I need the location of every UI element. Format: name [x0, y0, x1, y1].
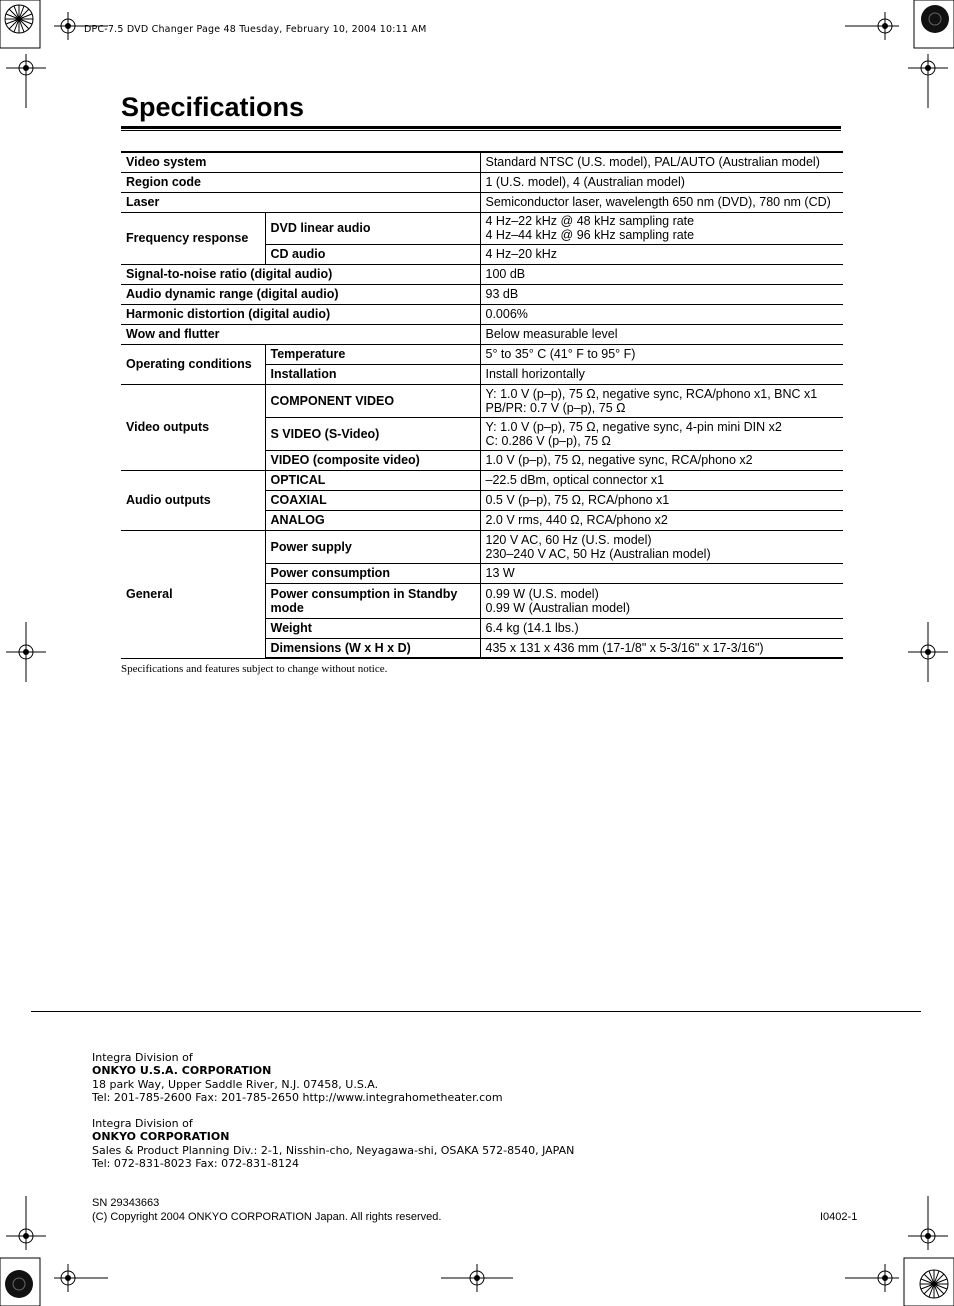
spec-value: Below measurable level — [480, 324, 843, 344]
bottom-center-registration-mark — [440, 1262, 514, 1298]
spec-value — [480, 384, 843, 417]
footer-rule — [31, 1011, 921, 1012]
spec-value-line: 120 V AC, 60 Hz (U.S. model) — [485, 532, 652, 547]
table-row — [121, 530, 843, 563]
spec-sublabel: COMPONENT VIDEO — [265, 384, 480, 417]
footer-block — [92, 1196, 441, 1224]
spec-value-line: 0.99 W (Australian model) — [485, 600, 631, 615]
specifications-table — [121, 151, 843, 659]
left-middle-registration-mark — [0, 620, 50, 686]
title-rule-thin — [121, 130, 841, 131]
spec-sublabel: S VIDEO (S-Video) — [265, 417, 480, 450]
spec-value: Semiconductor laser, wavelength 650 nm (DVD), 780 nm (CD) — [480, 192, 843, 212]
spec-label: Audio dynamic range (digital audio) — [121, 284, 480, 304]
spec-label: General — [121, 530, 265, 658]
spec-sublabel: Power supply — [265, 530, 480, 563]
company-jp-address: Sales & Product Planning Div.: 2-1, Nisshin-cho, Neyagawa-shi, OSAKA 572-8540, JAPAN — [92, 1143, 575, 1157]
table-row — [121, 304, 843, 324]
company-jp-name: ONKYO CORPORATION — [92, 1130, 230, 1144]
spec-sublabel: ANALOG — [265, 510, 480, 530]
spec-sublabel: COAXIAL — [265, 490, 480, 510]
spec-value — [480, 417, 843, 450]
spec-sublabel: Power consumption in Standby mode — [265, 583, 480, 618]
right-middle-registration-mark — [904, 620, 954, 686]
bottom-right-registration-mark — [844, 1196, 954, 1306]
spec-label: Video system — [121, 152, 480, 172]
table-row — [121, 384, 843, 417]
spec-value-line: 4 Hz–22 kHz @ 48 kHz sampling rate — [485, 214, 695, 228]
title-rule — [121, 126, 841, 129]
spec-label: Region code — [121, 172, 480, 192]
top-left-registration-mark — [0, 0, 110, 110]
spec-value — [480, 212, 843, 244]
spec-sublabel: Dimensions (W x H x D) — [265, 638, 480, 658]
spec-label: Signal-to-noise ratio (digital audio) — [121, 264, 480, 284]
spec-sublabel: Weight — [265, 618, 480, 638]
company-us-contact: Tel: 201-785-2600 Fax: 201-785-2650 http://www.integrahometheater.com — [92, 1090, 503, 1104]
spec-label: Laser — [121, 192, 480, 212]
specification-note: Specifications and features subject to change without notice. — [121, 663, 388, 675]
company-jp-contact: Tel: 072-831-8023 Fax: 072-831-8124 — [92, 1156, 299, 1170]
spec-sublabel: Power consumption — [265, 563, 480, 583]
table-row — [121, 192, 843, 212]
spec-value: 1 (U.S. model), 4 (Australian model) — [480, 172, 843, 192]
spec-label: Frequency response — [121, 212, 265, 264]
table-row — [121, 284, 843, 304]
spec-value-line: PB/PR: 0.7 V (p–p), 75 Ω — [485, 400, 626, 415]
spec-value: 100 dB — [480, 264, 843, 284]
spec-value-line: C: 0.286 V (p–p), 75 Ω — [485, 433, 611, 448]
spec-value: 4 Hz–20 kHz — [480, 244, 843, 264]
spec-value: 6.4 kg (14.1 lbs.) — [480, 618, 843, 638]
company-jp-division: Integra Division of — [92, 1117, 193, 1130]
document-code: I0402-1 — [820, 1211, 858, 1223]
spec-sublabel: Installation — [265, 364, 480, 384]
table-row — [121, 212, 843, 244]
spec-sublabel: VIDEO (composite video) — [265, 450, 480, 470]
spec-sublabel: DVD linear audio — [265, 212, 480, 244]
spec-sublabel: Temperature — [265, 344, 480, 364]
spec-value: 0.006% — [480, 304, 843, 324]
spec-sublabel: OPTICAL — [265, 470, 480, 490]
spec-label: Video outputs — [121, 384, 265, 470]
serial-number: SN 29343663 — [92, 1197, 160, 1209]
table-row — [121, 324, 843, 344]
company-us-address: 18 park Way, Upper Saddle River, N.J. 07458, U.S.A. — [92, 1077, 379, 1091]
print-header: DPC-7.5 DVD Changer Page 48 Tuesday, February 10, 2004 10:11 AM — [84, 24, 427, 35]
spec-label: Harmonic distortion (digital audio) — [121, 304, 480, 324]
spec-value: 2.0 V rms, 440 Ω, RCA/phono x2 — [480, 510, 843, 530]
table-row — [121, 152, 843, 172]
table-row — [121, 264, 843, 284]
table-row — [121, 172, 843, 192]
company-us-division: Integra Division of — [92, 1051, 193, 1064]
spec-value-line: Y: 1.0 V (p–p), 75 Ω, negative sync, 4-pin mini DIN x2 — [485, 419, 782, 434]
spec-value: 435 x 131 x 436 mm (17-1/8" x 5-3/16" x 17-3/16") — [480, 638, 843, 658]
spec-value: 5° to 35° C (41° F to 95° F) — [480, 344, 843, 364]
spec-value: 1.0 V (p–p), 75 Ω, negative sync, RCA/phono x2 — [480, 450, 843, 470]
spec-value-line: 0.99 W (U.S. model) — [485, 586, 599, 601]
spec-sublabel: CD audio — [265, 244, 480, 264]
spec-value: Install horizontally — [480, 364, 843, 384]
spec-value — [480, 530, 843, 563]
table-row — [121, 344, 843, 364]
spec-label: Operating conditions — [121, 344, 265, 384]
page-title: Specifications — [121, 92, 305, 122]
spec-value-line: 230–240 V AC, 50 Hz (Australian model) — [485, 546, 711, 561]
spec-label: Audio outputs — [121, 470, 265, 530]
company-us-block — [92, 1051, 503, 1104]
spec-value-line: 4 Hz–44 kHz @ 96 kHz sampling rate — [485, 228, 695, 242]
spec-value — [480, 583, 843, 618]
spec-value: 0.5 V (p–p), 75 Ω, RCA/phono x1 — [480, 490, 843, 510]
top-right-registration-mark — [844, 0, 954, 110]
spec-label: Wow and flutter — [121, 324, 480, 344]
spec-value: 93 dB — [480, 284, 843, 304]
company-us-name: ONKYO U.S.A. CORPORATION — [92, 1064, 272, 1078]
copyright: (C) Copyright 2004 ONKYO CORPORATION Japan. All rights reserved. — [92, 1211, 442, 1223]
table-row — [121, 470, 843, 490]
spec-value: Standard NTSC (U.S. model), PAL/AUTO (Australian model) — [480, 152, 843, 172]
company-jp-block — [92, 1117, 574, 1170]
spec-value: 13 W — [480, 563, 843, 583]
spec-value: –22.5 dBm, optical connector x1 — [480, 470, 843, 490]
spec-value-line: Y: 1.0 V (p–p), 75 Ω, negative sync, RCA/phono x1, BNC x1 — [485, 386, 818, 401]
